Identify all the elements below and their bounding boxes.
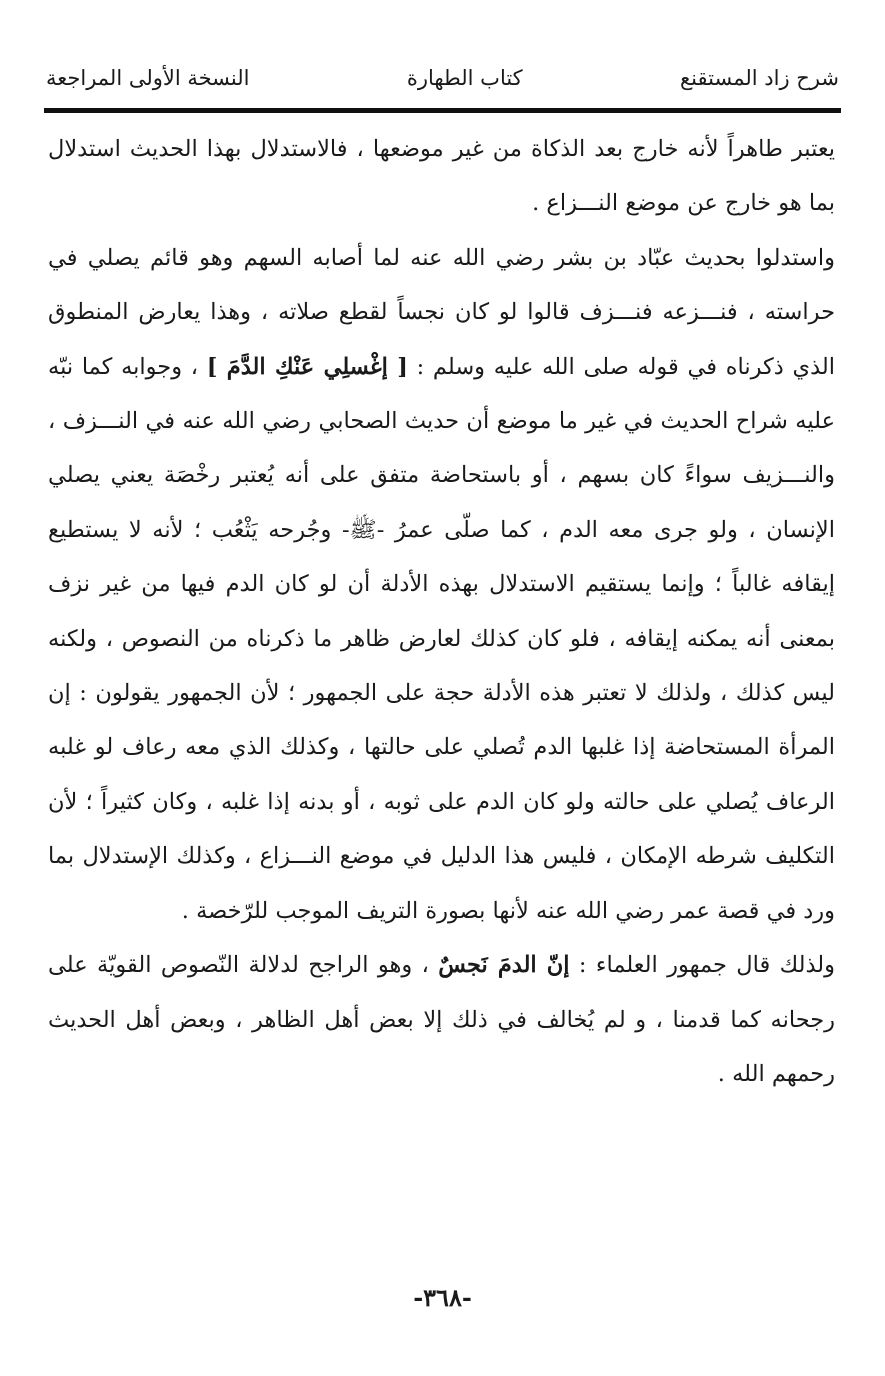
header-divider: [44, 108, 841, 113]
page-number: -٣٦٨-: [413, 1283, 472, 1312]
edition-label: النسخة الأولى المراجعة: [46, 66, 250, 90]
paragraph-2-text-a: واستدلوا بحديث عبّاد بن بشر رضي الله عنه لما أصابه السهم وهو قائم يصلي في حراسته ، فنـــزعه فنـــزف قالوا لو كان نجساً لقطع صلاته ، وهذا يعارض المنطوق الذي ذكرناه في قوله صلى الله عليه وسلم :: [48, 244, 835, 380]
paragraph-3-text-a: ولذلك قال جمهور العلماء :: [578, 952, 835, 979]
paragraph-3-text-b: ، وهو الراجح لدلالة النّصوص القويّة على رجحانه كما قدمنا ، و لم يُخالف في ذلك إلا بعض أهل الظاهر ، وبعض أهل الحديث رحمهم الله .: [48, 952, 835, 1087]
book-title: شرح زاد المستقنع: [680, 66, 839, 90]
paragraph-2-text-b: ، وجوابه كما نبّه عليه شراح الحديث في غير ما موضع أن حديث الصحابي رضي الله عنه في النـــزف ، والنـــزيف سواءً كان بسهم ، أو باستحاضة متفق على أنه يُعتبر رخْصَة يعني يصلي الإنسان ، ولو جرى معه الدم ، كما صلّى عمرُ -ﷺ- وجُرحه يَثْعُب ؛ لأنه لا يستطيع إيقافه غالباً ؛ وإنما يستقيم الاستدلال بهذه الأدلة أن لو كان الدم فيها من غير نزف بمعنى أنه يمكنه إيقافه ، فلو كان كذلك لعارض ظاهر ما ذكرناه من النصوص ، ولكنه ليس كذلك ، ولذلك لا تعتبر هذه الأدلة حجة على الجمهور ؛ لأن الجمهور يقولون : إن المرأة المستحاضة إذا غلبها الدم تُصلي على حالتها ، وكذلك الذي معه رعاف لو غلبه الرعاف يُصلي على حالته ولو كان الدم على ثوبه ، أو بدنه إذا غلبه ، وكان كثيراً ؛ لأن التكليف شرطه الإمكان ، فليس هذا الدليل في موضع النـــزاع ، وكذلك الإستدلال بما ورد في قصة عمر رضي الله عنه لأنها بصورة التريف الموجب للرّخصة .: [48, 353, 836, 924]
main-text: [48, 122, 835, 1101]
page-header: [46, 58, 839, 98]
hadith-quote: [ إغْسلِي عَنْكِ الدَّمَ ]: [206, 353, 408, 380]
paragraph-2: [48, 231, 835, 938]
ruling-quote: إنّ الدمَ نَجسٌ: [438, 952, 570, 979]
paragraph-1: [48, 122, 835, 231]
chapter-title: كتاب الطهارة: [406, 66, 523, 90]
paragraph-1-text: يعتبر طاهراً لأنه خارج بعد الذكاة من غير موضعها ، فالاستدلال بهذا الحديث استدلال بما هو خارج عن موضع النـــزاع .: [48, 136, 835, 217]
paragraph-3: [48, 938, 835, 1101]
